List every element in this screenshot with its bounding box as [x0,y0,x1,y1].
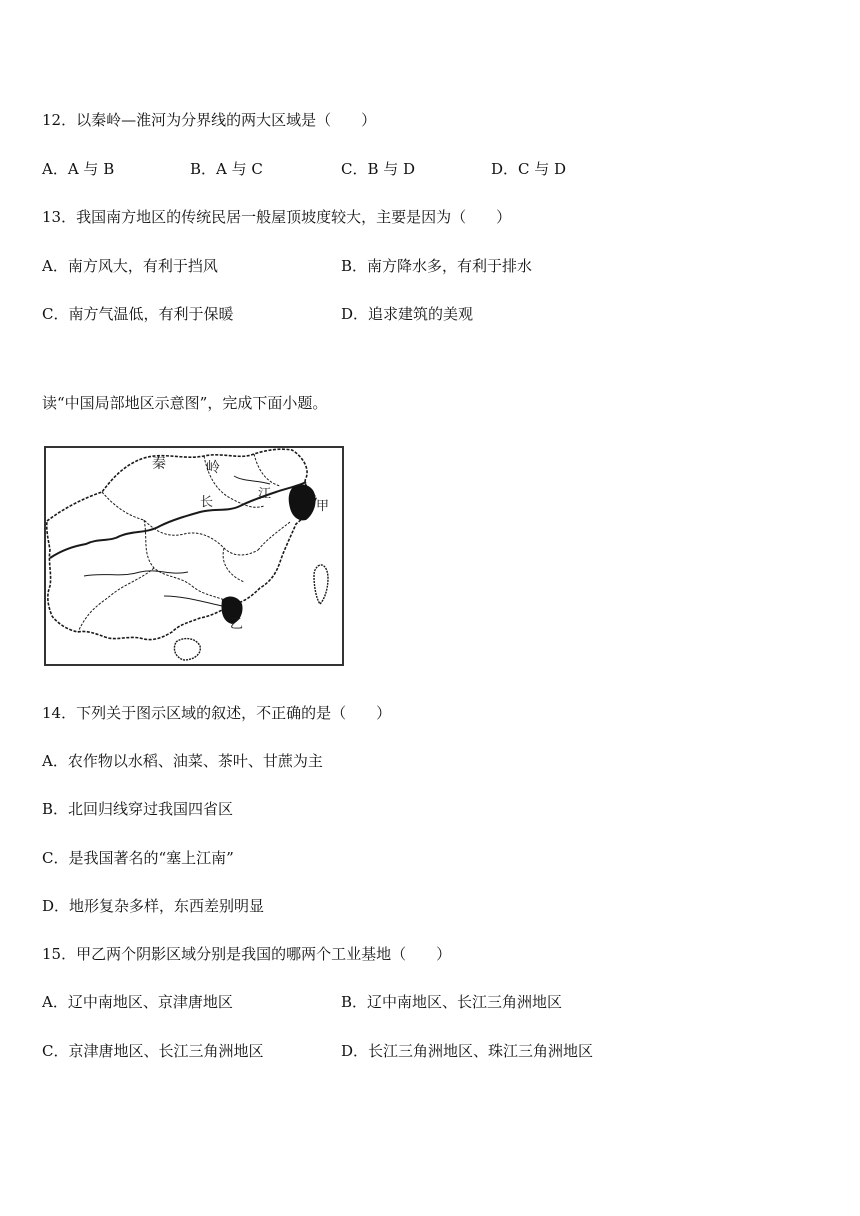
q13-option-a[interactable]: A．南方风大，有利于挡风 [42,257,218,275]
q12-option-a[interactable]: A．A 与 B [42,160,115,178]
china-region-map [44,446,344,666]
q13-stem: 13．我国南方地区的传统民居一般屋顶坡度较大，主要是因为（ ） [42,208,512,226]
map-label-jiang: 江 [258,487,272,502]
q14-option-a[interactable]: A．农作物以水稻、油菜、茶叶、甘蔗为主 [42,752,323,770]
q12-option-d[interactable]: D．C 与 D [491,160,567,178]
map-intro: 读“中国局部地区示意图”，完成下面小题。 [42,394,328,412]
q14-stem: 14．下列关于图示区域的叙述，不正确的是（ ） [42,704,392,722]
q13-option-d[interactable]: D．追求建筑的美观 [341,305,474,323]
q15-option-b[interactable]: B．辽中南地区、长江三角洲地区 [341,993,563,1011]
map-frame [45,447,343,665]
q14-option-b[interactable]: B．北回归线穿过我国四省区 [42,800,234,818]
q14-option-d[interactable]: D．地形复杂多样，东西差别明显 [42,897,265,915]
q15-option-a[interactable]: A．辽中南地区、京津唐地区 [42,993,233,1011]
q15-stem: 15．甲乙两个阴影区域分别是我国的哪两个工业基地（ ） [42,945,452,963]
q15-option-c[interactable]: C．京津唐地区、长江三角洲地区 [42,1042,264,1060]
map-label-ling: 岭 [206,460,220,476]
map-label-jia: 甲 [316,499,330,514]
q12-stem: 12．以秦岭—淮河为分界线的两大区域是（ ） [42,111,377,129]
q13-option-b[interactable]: B．南方降水多，有利于排水 [341,257,533,275]
map-label-qin: 秦 [152,456,166,472]
map-label-yi: 乙 [230,617,244,632]
map-label-chang: 长 [200,495,214,510]
q12-option-c[interactable]: C．B 与 D [341,160,416,178]
q15-option-d[interactable]: D．长江三角洲地区、珠江三角洲地区 [341,1042,594,1060]
q12-option-b[interactable]: B．A 与 C [190,160,263,178]
q14-option-c[interactable]: C．是我国著名的“塞上江南” [42,849,234,867]
q13-option-c[interactable]: C．南方气温低，有利于保暖 [42,305,234,323]
